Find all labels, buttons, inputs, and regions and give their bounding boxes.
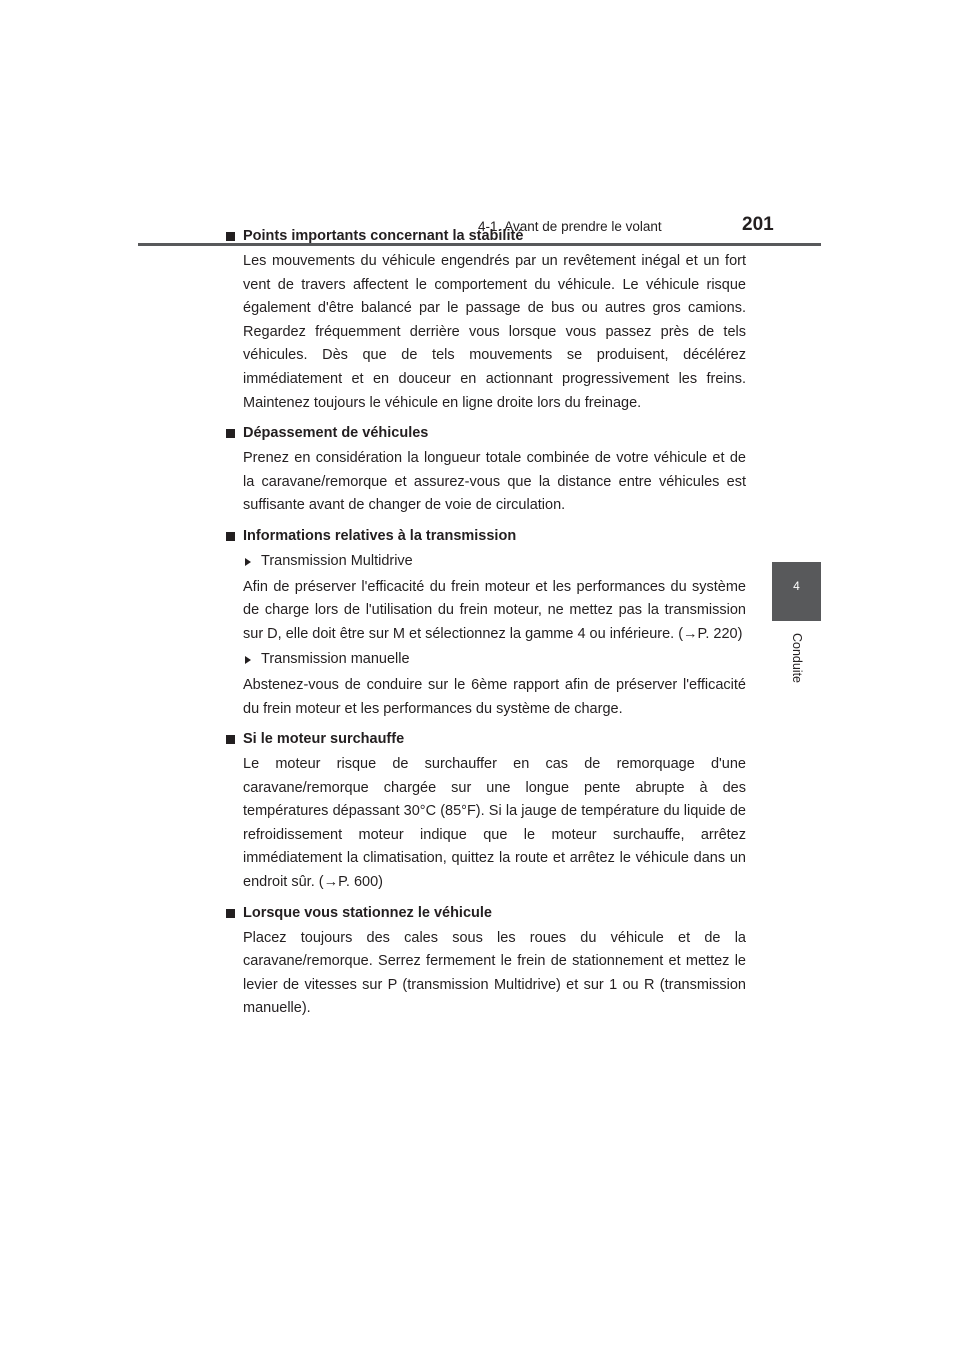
chapter-label (772, 628, 821, 688)
chapter-label-text: Conduite (789, 632, 804, 684)
section-heading (224, 728, 746, 751)
section-heading (224, 422, 746, 445)
section-heading-text: Lorsque vous stationnez le véhicule (243, 904, 492, 921)
square-bullet-icon (226, 429, 235, 438)
section-heading (224, 902, 746, 925)
square-bullet-icon (226, 735, 235, 744)
page-content (224, 225, 746, 1021)
section-paragraph: Les mouvements du véhicule engendrés par un revêtement inégal et un fort vent de travers affectent le comportement du véhicule. Le véhicule risque également d'être balancé par le passage de bus ou autres gros camions. Regardez fréquemment derrière vous lorsque vous passez près de tels véhicules. Dès que de tels mouvements se produisent, décélérez immédiatement et en douceur en actionnant progressivement les freins. Maintenez toujours le véhicule en ligne droite lors du freinage. (243, 253, 746, 411)
section-heading (224, 525, 746, 548)
page-number: 201 (742, 214, 774, 235)
triangle-bullet-icon (245, 558, 251, 566)
section-heading-text: Si le moteur surchauffe (243, 731, 405, 748)
square-bullet-icon (226, 909, 235, 918)
section-paragraph: Abstenez-vous de conduire sur le 6ème rapport afin de préserver l'efficacité du frein moteur et les performances du système de charge. (243, 676, 746, 717)
section-heading-text: Dépassement de véhicules (243, 425, 429, 442)
square-bullet-icon (226, 232, 235, 241)
section-paragraph: Prenez en considération la longueur totale combinée de votre véhicule et de la caravane/remorque et assurez-vous que la distance entre véhicules est suffisante avant de changer de voie de circulation. (243, 450, 746, 514)
section-heading (224, 225, 746, 248)
section-paragraph: Placez toujours des cales sous les roues du véhicule et de la caravane/remorque. Serrez fermement le frein de stationnement et mettez le levier de vitesses sur P (transmission Multidrive) et sur 1 ou R (transmission manuelle). (243, 929, 746, 1017)
subsection-item (243, 550, 746, 574)
square-bullet-icon (226, 532, 235, 541)
chapter-tab (772, 562, 821, 621)
triangle-bullet-icon (245, 656, 251, 664)
subsection-label: Transmission Multidrive (261, 552, 413, 569)
subsection-item (243, 648, 746, 672)
chapter-number: 4 (793, 579, 800, 593)
section-title: 4-1. Avant de prendre le volant (478, 219, 662, 234)
subsection-label: Transmission manuelle (261, 651, 410, 668)
section-paragraph: Le moteur risque de surchauffer en cas de remorquage d'une caravane/remorque chargée sur une longue pente abrupte à des températures dépassant 30°C (85°F). Si la jauge de température du liquide de refroidissement moteur indique que le moteur surchauffe, arrêtez immédiatement la climatisation, quittez la route et arrêtez le véhicule dans un endroit sûr. (→P. 600) (243, 756, 746, 891)
section-heading-text: Informations relatives à la transmission (243, 527, 517, 544)
section-paragraph: Afin de préserver l'efficacité du frein moteur et les performances du système de charge lors de l'utilisation du frein moteur, ne mettez pas la transmission sur D, elle doit être sur M et sélectionnez la gamme 4 ou inférieure. (→P. 220) (243, 578, 746, 642)
section-heading-text: Points importants concernant la stabilité (243, 228, 524, 244)
